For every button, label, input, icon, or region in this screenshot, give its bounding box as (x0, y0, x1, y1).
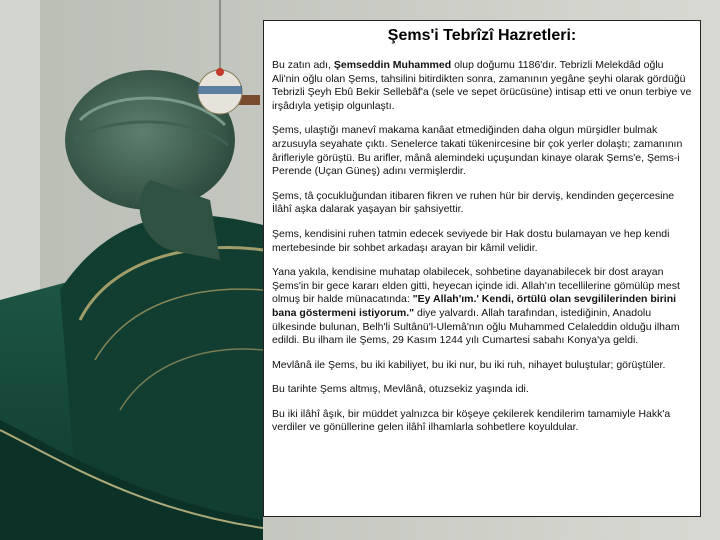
paragraph-1-rest: olup doğumu 1186'dır. Tebrizli Melekdâd oğlu Ali'nin oğlu olan Şems, tahsilini bitirdikten sonra, zamanının yegâne şeyhi olarak gördüğü Tebrizli Şeyh Ebû Bekir Sellebâf'a (sele ve sepet örücüsüne) intisap etti ve onun terbiye ve irşâdıyla yetişip olgunlaştı. (272, 59, 692, 112)
paragraph-8: Bu iki ilâhî âşık, bir müddet yalnızca bir köşeye çekilerek kendilerim tamamiyle Hakk'a verdiler ve gönüllerine gelen ilâhî ilhamlarla sohbetlere koyuldular. (272, 407, 671, 434)
paragraph-1-name: Şemseddin Muhammed (333, 59, 452, 71)
paragraph-4: Şems, kendisini ruhen tatmin edecek seviyede bir Hak dostu bulamayan ve hep kendi mertebesinde bir sohbet arkadaşı arayan bir kâmil velidir. (272, 227, 670, 254)
paragraph-6: Mevlânâ ile Şems, bu iki kabiliyet, bu iki nur, bu iki ruh, nihayet buluştular; görüştüler. (272, 358, 666, 371)
paragraph-2: Şems, ulaştığı manevî makama kanâat etmediğinden daha olgun mürşidler bulmak arzusuyla seyahate çıktı. Senelerce takati tükenircesine bir çok yerler dolaştı; zamanının ârifleriyle görüştü. Bu arifler, mânâ alemindeki uçuşundan kinaye olarak Şems'e, Şems-i Perende (Uçan Güneş) adını vermişlerdir. (272, 124, 683, 178)
paragraph-1-intro: Bu zatın adı, (272, 59, 334, 71)
text-panel (263, 20, 701, 517)
paragraph-3: Şems, tâ çocukluğundan itibaren fikren ve ruhen hür bir derviş, kendinden geçercesine İlâhî aşka dalarak yaşayan bir şahsiyettir. (272, 189, 675, 216)
paragraph-5-intro: Yana yakıla, kendisine muhatap olabilecek, sohbetine dayanabilecek bir dost arayan Şems'in bir gece kararı elden gitti, heyecan içinde idi. Allah'ın tecellilerine gömülüp mest olmuş bir halde münacatında: (272, 266, 680, 306)
page-title: Şems'i Tebrîzî Hazretleri: (387, 27, 577, 44)
paragraph-5 (272, 266, 692, 348)
paragraph-7: Bu tarihte Şems altmış, Mevlânâ, otuzsekiz yaşında idi. (272, 383, 529, 396)
paragraph-5-rest: diye yalvardı. Allah tarafından, istediğinin, Anadolu ülkesinde bulunan, Belh'li Sultânü'l-Ulemâ'nın oğlu Muhammed Celaleddin olduğu ilham edildi. Bu ilham ile Şems, 29 Kasım 1244 yılı Cumartesi sabahı Konya'ya geldi. (272, 306, 680, 347)
paragraph-1 (272, 59, 692, 113)
paragraph-5-prayer: "Ey Allah'ım.' Kendi, örtülü olan sevgililerinden birini bana göstermeni istiyorum." (272, 293, 677, 319)
